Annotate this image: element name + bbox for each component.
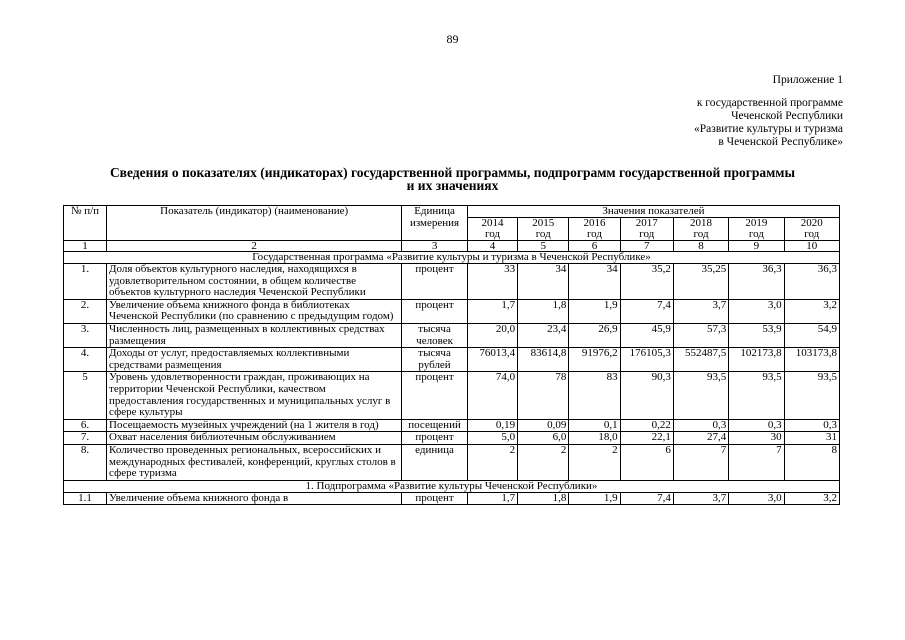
value-cell: 2 [467,444,517,480]
value-cell: 18,0 [569,432,620,445]
appendix-line: к государственной программе [696,97,843,109]
section-row [64,252,840,264]
year-header [729,218,784,241]
year-header [569,218,620,241]
appendix-line: Чеченской Республики [731,110,843,122]
value-cell: 8 [784,444,839,480]
section-row [64,480,840,492]
row-number: 6. [64,419,107,432]
value-cell: 3,0 [729,492,784,505]
value-cell: 35,25 [673,264,728,300]
year-header [467,218,517,241]
appendix-block [694,74,843,149]
value-cell: 83 [569,372,620,419]
year-header [518,218,569,241]
table-row [64,432,840,445]
value-cell: 27,4 [673,432,728,445]
value-cell: 0,09 [518,419,569,432]
value-cell: 31 [784,432,839,445]
table-row [64,444,840,480]
value-cell: 45,9 [620,323,673,347]
row-number: 1. [64,264,107,300]
year-suffix: год [748,228,764,240]
value-cell: 26,9 [569,323,620,347]
unit-cell: процент [402,264,468,300]
appendix-line: в Чеченской Республике» [718,136,843,148]
column-number: 7 [620,241,673,252]
value-cell: 93,5 [729,372,784,419]
year-suffix: год [639,228,655,240]
row-number: 3. [64,323,107,347]
column-number: 5 [518,241,569,252]
unit-cell: процент [402,299,468,323]
indicator-name: Посещаемость музейных учреждений (на 1 жителя в год) [107,419,402,432]
header-row [64,206,840,218]
value-cell: 176105,3 [620,348,673,372]
value-cell: 1,9 [569,492,620,505]
value-cell: 78 [518,372,569,419]
year-value: 2016 [583,217,606,229]
value-cell: 103173,8 [784,348,839,372]
column-number: 10 [784,241,839,252]
value-cell: 7,4 [620,492,673,505]
indicator-name: Увеличение объема книжного фонда в библиотеках Чеченской Республики (по сравнению с предыдущим годом) [107,299,402,323]
year-suffix: год [693,228,709,240]
section-state-program: Государственная программа «Развитие культуры и туризма в Чеченской Республике» [64,252,840,264]
unit-cell: тысяча рублей [402,348,468,372]
value-cell: 54,9 [784,323,839,347]
unit-cell: процент [402,372,468,419]
value-cell: 7 [729,444,784,480]
indicator-name: Количество проведенных региональных, всероссийских и международных фестивалей, конференций, круглых столов в сфере туризма [107,444,402,480]
value-cell: 20,0 [467,323,517,347]
year-header [673,218,728,241]
indicator-name: Уровень удовлетворенности граждан, проживающих на территории Чеченской Республики, качеством предоставления государственных и муниципальных услуг в сфере культуры [107,372,402,419]
value-cell: 57,3 [673,323,728,347]
value-cell: 3,7 [673,299,728,323]
column-number: 9 [729,241,784,252]
value-cell: 74,0 [467,372,517,419]
value-cell: 1,8 [518,299,569,323]
unit-cell: процент [402,492,468,505]
row-number: 7. [64,432,107,445]
value-cell: 36,3 [784,264,839,300]
row-number: 8. [64,444,107,480]
value-cell: 1,7 [467,492,517,505]
table-row [64,492,840,505]
year-suffix: год [804,228,820,240]
indicator-name: Охват населения библиотечным обслуживанием [107,432,402,445]
row-number: 1.1 [64,492,107,505]
value-cell: 6,0 [518,432,569,445]
value-cell: 30 [729,432,784,445]
header-indicator: Показатель (индикатор) (наименование) [107,206,402,241]
unit-cell: единица [402,444,468,480]
value-cell: 90,3 [620,372,673,419]
section-subprogram-1: 1. Подпрограмма «Развитие культуры Чеченской Республики» [64,480,840,492]
title-line: Сведения о показателях (индикаторах) государственной программы, подпрограмм государственной программы [109,165,796,180]
value-cell: 3,2 [784,299,839,323]
value-cell: 34 [518,264,569,300]
value-cell: 0,3 [729,419,784,432]
column-number: 6 [569,241,620,252]
row-number: 2. [64,299,107,323]
year-header [784,218,839,241]
table-row [64,299,840,323]
value-cell: 1,9 [569,299,620,323]
value-cell: 2 [518,444,569,480]
title-line: и их значениях [406,178,499,193]
value-cell: 0,22 [620,419,673,432]
column-number: 2 [107,241,402,252]
document-title [60,166,845,192]
year-value: 2018 [690,217,713,229]
appendix-line: «Развитие культуры и туризма [694,123,843,135]
value-cell: 552487,5 [673,348,728,372]
value-cell: 102173,8 [729,348,784,372]
column-number: 8 [673,241,728,252]
column-number: 3 [402,241,468,252]
year-suffix: год [484,228,500,240]
unit-cell: посещений [402,419,468,432]
table-row [64,323,840,347]
value-cell: 83614,8 [518,348,569,372]
value-cell: 33 [467,264,517,300]
value-cell: 93,5 [673,372,728,419]
indicator-name: Численность лиц, размещенных в коллективных средствах размещения [107,323,402,347]
value-cell: 22,1 [620,432,673,445]
value-cell: 23,4 [518,323,569,347]
header-unit: Единица измерения [402,206,468,241]
value-cell: 7,4 [620,299,673,323]
year-suffix: год [586,228,602,240]
value-cell: 0,19 [467,419,517,432]
value-cell: 91976,2 [569,348,620,372]
value-cell: 35,2 [620,264,673,300]
table-row [64,419,840,432]
value-cell: 76013,4 [467,348,517,372]
row-number: 4. [64,348,107,372]
year-value: 2015 [532,217,555,229]
value-cell: 2 [569,444,620,480]
header-values: Значения показателей [467,206,839,218]
year-header [620,218,673,241]
indicator-name: Доходы от услуг, предоставляемых коллективными средствами размещения [107,348,402,372]
year-value: 2014 [481,217,504,229]
year-value: 2020 [800,217,823,229]
value-cell: 34 [569,264,620,300]
value-cell: 3,7 [673,492,728,505]
value-cell: 3,0 [729,299,784,323]
value-cell: 53,9 [729,323,784,347]
year-value: 2017 [635,217,658,229]
column-number: 4 [467,241,517,252]
table-row [64,348,840,372]
page-number: 89 [446,32,459,46]
column-numbers-row [64,241,840,252]
value-cell: 0,3 [784,419,839,432]
row-number: 5 [64,372,107,419]
indicator-name: Доля объектов культурного наследия, находящихся в удовлетворительном состоянии, в общем количестве объектов культурного наследия Чеченской Республики [107,264,402,300]
value-cell: 1,8 [518,492,569,505]
unit-cell: тысяча человек [402,323,468,347]
value-cell: 3,2 [784,492,839,505]
value-cell: 93,5 [784,372,839,419]
year-value: 2019 [745,217,768,229]
indicator-name: Увеличение объема книжного фонда в [107,492,402,505]
value-cell: 5,0 [467,432,517,445]
value-cell: 7 [673,444,728,480]
indicators-table [63,205,840,505]
table-row [64,264,840,300]
value-cell: 6 [620,444,673,480]
value-cell: 36,3 [729,264,784,300]
unit-cell: процент [402,432,468,445]
value-cell: 0,1 [569,419,620,432]
appendix-title: Приложение 1 [772,74,843,86]
column-number: 1 [64,241,107,252]
value-cell: 1,7 [467,299,517,323]
header-num: № п/п [64,206,107,241]
year-suffix: год [535,228,551,240]
value-cell: 0,3 [673,419,728,432]
table-row [64,372,840,419]
